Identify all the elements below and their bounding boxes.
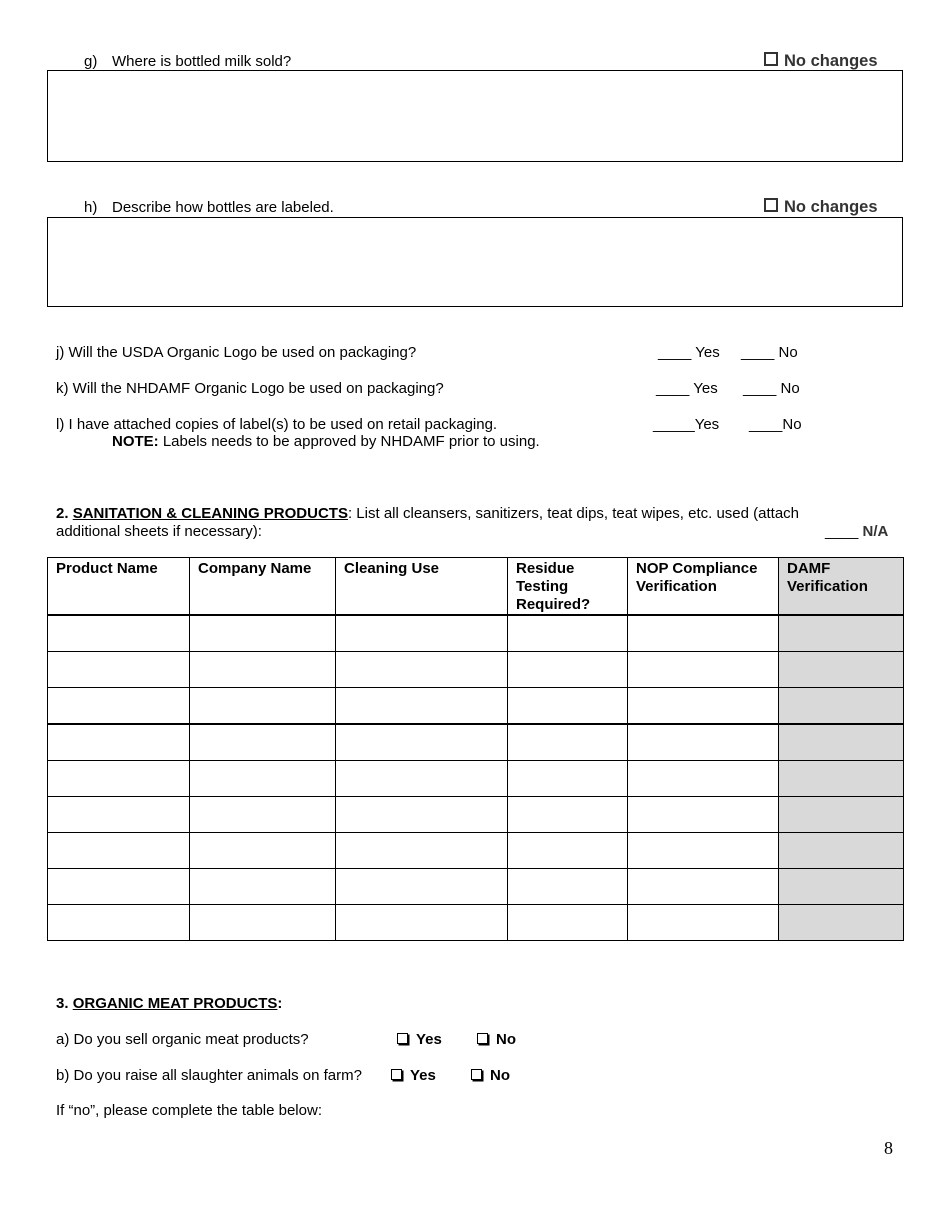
question-l-label: l) I have attached copies of label(s) to be used on retail packaging. (56, 416, 498, 433)
cell-damf-verification[interactable] (779, 652, 904, 688)
checkbox-icon[interactable] (391, 1069, 402, 1080)
question-3a-yes[interactable] (397, 1031, 442, 1048)
cell-cleaning-use[interactable] (336, 761, 508, 797)
table-row (48, 761, 904, 797)
cell-product-name[interactable] (48, 905, 190, 941)
cell-damf-verification[interactable] (779, 761, 904, 797)
checkbox-icon[interactable] (764, 52, 778, 66)
cell-damf-verification[interactable] (779, 615, 904, 652)
cell-product-name[interactable] (48, 869, 190, 905)
cell-residue-testing[interactable] (508, 833, 628, 869)
cell-cleaning-use[interactable] (336, 833, 508, 869)
cell-product-name[interactable] (48, 652, 190, 688)
question-k-yes[interactable]: ____ Yes (656, 380, 718, 397)
section-3-number: 3. (56, 995, 73, 1012)
cell-cleaning-use[interactable] (336, 652, 508, 688)
question-j-no[interactable]: ____ No (741, 344, 798, 361)
question-g-answer-box[interactable] (47, 70, 903, 162)
question-g-label: Where is bottled milk sold? (112, 53, 292, 70)
cell-company-name[interactable] (190, 652, 336, 688)
checkbox-icon[interactable] (471, 1069, 482, 1080)
question-j-yes[interactable]: ____ Yes (658, 344, 720, 361)
cell-damf-verification[interactable] (779, 833, 904, 869)
header-product-name: Product Name (48, 558, 190, 616)
question-3b-label: b) Do you raise all slaughter animals on farm? (56, 1067, 362, 1084)
na-blank: ____ (825, 523, 863, 540)
table-row (48, 869, 904, 905)
table-row (48, 905, 904, 941)
cell-company-name[interactable] (190, 797, 336, 833)
cell-company-name[interactable] (190, 615, 336, 652)
cell-nop-compliance[interactable] (628, 869, 779, 905)
header-company-name: Company Name (190, 558, 336, 616)
question-l-no[interactable]: ____No (749, 416, 802, 433)
cell-cleaning-use[interactable] (336, 615, 508, 652)
cell-damf-verification[interactable] (779, 724, 904, 761)
note-label: NOTE: (112, 433, 159, 450)
question-k-no[interactable]: ____ No (743, 380, 800, 397)
section-3-title: ORGANIC MEAT PRODUCTS (72, 995, 278, 1012)
section-3-heading (56, 995, 282, 1012)
table-body (48, 615, 904, 941)
cell-company-name[interactable] (190, 905, 336, 941)
question-3b-no[interactable] (471, 1067, 510, 1084)
question-h-answer-box[interactable] (47, 217, 903, 307)
cell-nop-compliance[interactable] (628, 797, 779, 833)
cell-product-name[interactable] (48, 797, 190, 833)
cell-nop-compliance[interactable] (628, 652, 779, 688)
section-2-colon: : (347, 505, 353, 522)
table-row (48, 688, 904, 725)
cell-cleaning-use[interactable] (336, 688, 508, 725)
question-l-yes[interactable]: _____Yes (653, 416, 720, 433)
question-3b-yes[interactable] (391, 1067, 436, 1084)
table-header-row (48, 558, 904, 616)
na-label: N/A (862, 523, 889, 540)
header-cleaning-use: Cleaning Use (336, 558, 508, 616)
question-j-label: j) Will the USDA Organic Logo be used on packaging? (56, 344, 417, 361)
section-2-instructions: List all cleansers, sanitizers, teat dips, teat wipes, etc. used (attach (352, 505, 800, 522)
cell-company-name[interactable] (190, 869, 336, 905)
section-2-title: SANITATION & CLEANING PRODUCTS (72, 505, 348, 522)
cell-cleaning-use[interactable] (336, 797, 508, 833)
table-row (48, 652, 904, 688)
question-g-letter: g) (84, 53, 98, 70)
cell-product-name[interactable] (48, 761, 190, 797)
cell-residue-testing[interactable] (508, 797, 628, 833)
cell-company-name[interactable] (190, 761, 336, 797)
cell-nop-compliance[interactable] (628, 833, 779, 869)
yes-label: Yes (416, 1031, 442, 1048)
cell-nop-compliance[interactable] (628, 688, 779, 725)
cell-damf-verification[interactable] (779, 905, 904, 941)
cell-product-name[interactable] (48, 615, 190, 652)
no-label: No (496, 1031, 516, 1048)
section-2-number: 2. (56, 505, 73, 522)
cell-company-name[interactable] (190, 724, 336, 761)
question-3a-no[interactable] (477, 1031, 516, 1048)
section-2-na[interactable] (825, 523, 888, 540)
header-nop-compliance: NOP Compliance Verification (628, 558, 779, 616)
question-l-note (112, 433, 540, 450)
question-g-no-changes[interactable] (764, 52, 878, 71)
cell-damf-verification[interactable] (779, 797, 904, 833)
checkbox-icon[interactable] (764, 198, 778, 212)
cell-residue-testing[interactable] (508, 905, 628, 941)
no-changes-label: No changes (784, 52, 878, 70)
table-row (48, 797, 904, 833)
cell-product-name[interactable] (48, 724, 190, 761)
cell-damf-verification[interactable] (779, 869, 904, 905)
question-h-letter: h) (84, 199, 98, 216)
section-2-instructions-line2: additional sheets if necessary): (56, 523, 262, 540)
cell-company-name[interactable] (190, 688, 336, 725)
section-3-note: If “no”, please complete the table below: (56, 1102, 322, 1119)
cell-nop-compliance[interactable] (628, 761, 779, 797)
cell-product-name[interactable] (48, 833, 190, 869)
question-3a-label: a) Do you sell organic meat products? (56, 1031, 309, 1048)
header-residue-testing: Residue Testing Required? (508, 558, 628, 616)
cell-nop-compliance[interactable] (628, 724, 779, 761)
page-number: 8 (884, 1138, 893, 1158)
question-h-label: Describe how bottles are labeled. (112, 199, 334, 216)
cell-residue-testing[interactable] (508, 724, 628, 761)
table-row (48, 833, 904, 869)
sanitation-products-table (47, 557, 904, 941)
header-damf-verification: DAMF Verification (779, 558, 904, 616)
cell-cleaning-use[interactable] (336, 724, 508, 761)
cell-company-name[interactable] (190, 833, 336, 869)
cell-residue-testing[interactable] (508, 761, 628, 797)
cell-nop-compliance[interactable] (628, 905, 779, 941)
note-text: Labels needs to be approved by NHDAMF prior to using. (158, 433, 540, 450)
cell-residue-testing[interactable] (508, 688, 628, 725)
cell-cleaning-use[interactable] (336, 869, 508, 905)
cell-residue-testing[interactable] (508, 615, 628, 652)
checkbox-icon[interactable] (397, 1033, 408, 1044)
checkbox-icon[interactable] (477, 1033, 488, 1044)
table-row (48, 615, 904, 652)
section-2-heading (56, 505, 799, 522)
cell-product-name[interactable] (48, 688, 190, 725)
cell-nop-compliance[interactable] (628, 615, 779, 652)
cell-cleaning-use[interactable] (336, 905, 508, 941)
yes-label: Yes (410, 1067, 436, 1084)
section-3-colon: : (277, 995, 283, 1012)
cell-residue-testing[interactable] (508, 652, 628, 688)
cell-residue-testing[interactable] (508, 869, 628, 905)
question-k-label: k) Will the NHDAMF Organic Logo be used on packaging? (56, 380, 444, 397)
question-h-no-changes[interactable] (764, 198, 878, 217)
no-label: No (490, 1067, 510, 1084)
table-row (48, 724, 904, 761)
no-changes-label: No changes (784, 198, 878, 216)
cell-damf-verification[interactable] (779, 688, 904, 725)
